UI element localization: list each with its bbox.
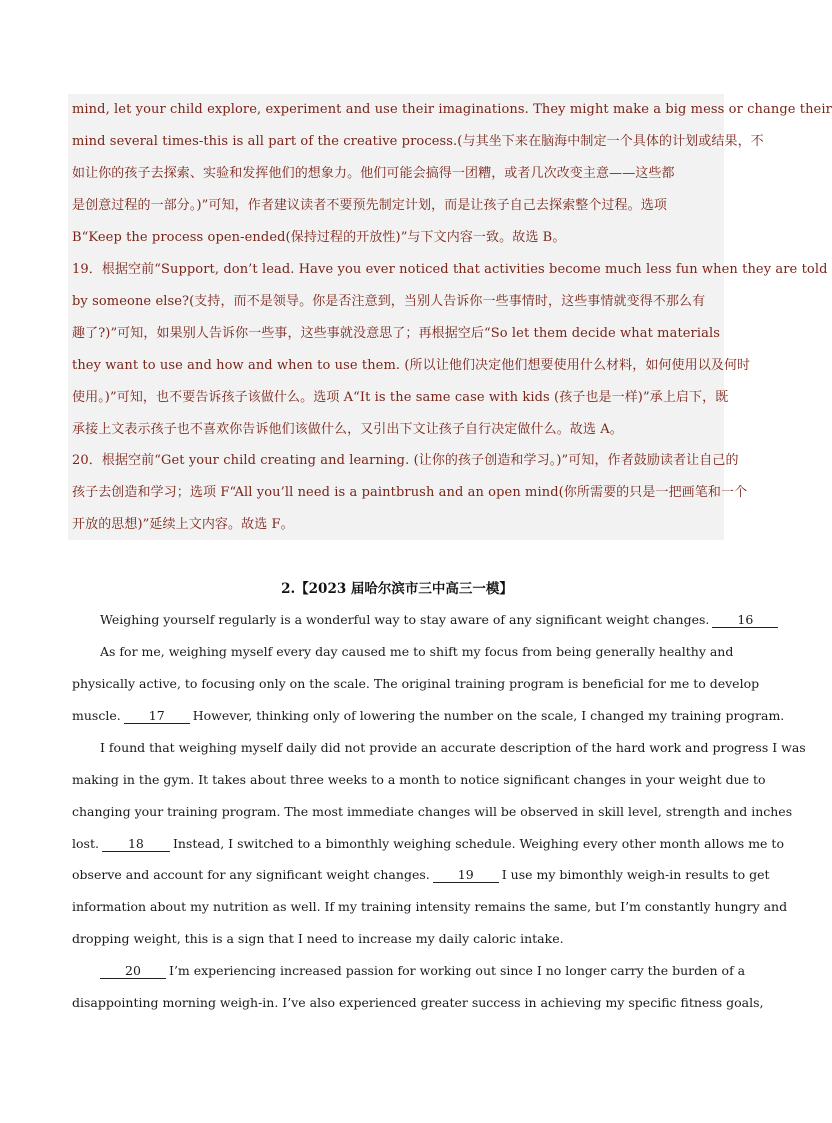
- blank-18[interactable]: 18: [102, 836, 170, 852]
- answer-explanation-box: [68, 94, 832, 540]
- passage-line: [72, 835, 784, 853]
- passage-line: I found that weighing myself daily did not provide an accurate description of the hard work and progress I was: [100, 740, 806, 755]
- passage-line: disappointing morning weigh-in. I’ve also experienced greater success in achieving my specific fitness goals,: [72, 995, 764, 1010]
- answer-line: 承接上文表示孩子也不喜欢你告诉他们该做什么，又引出下文让孩子自行决定做什么。故选 A。: [72, 422, 623, 437]
- passage-text: Weighing yourself regularly is a wonderful way to stay aware of any significant weight changes.: [100, 612, 710, 627]
- passage-text: However, thinking only of lowering the number on the scale, I changed my training program.: [192, 708, 785, 723]
- passage-line: [100, 962, 760, 980]
- passage-text: I’m experiencing increased passion for working out since I no longer carry the burden of a: [169, 963, 746, 978]
- answer-line: 开放的思想)”延续上文内容。故选 F。: [72, 517, 294, 532]
- passage-text: I use my bimonthly weigh-in results to get: [501, 867, 770, 882]
- answer-line: mind, let your child explore, experiment and use their imaginations. They might make a big mess or change their: [72, 102, 832, 117]
- passage-text: muscle.: [72, 708, 121, 723]
- blank-17[interactable]: 17: [124, 708, 190, 724]
- answer-line: they want to use and how and when to use them. (所以让他们决定他们想要使用什么材料，如何使用以及何时: [72, 358, 751, 373]
- passage-line: changing your training program. The most immediate changes will be observed in skill level, strength and inches: [72, 804, 793, 819]
- answer-line: 孩子去创造和学习；选项 F“All you’ll need is a paintbrush and an open mind(你所需要的只是一把画笔和一个: [72, 485, 748, 500]
- answer-line: by someone else?(支持，而不是领导。你是否注意到，当别人告诉你一些事情时，这些事情就变得不那么有: [72, 294, 706, 309]
- question-heading: 2.【2023 届哈尔滨市三中高三一模】: [281, 581, 513, 597]
- passage-line: dropping weight, this is a sign that I need to increase my daily caloric intake.: [72, 931, 564, 946]
- passage-line: making in the gym. It takes about three weeks to a month to notice significant changes in your weight due to: [72, 772, 766, 787]
- blank-16[interactable]: 16: [712, 612, 778, 628]
- passage-text: lost.: [72, 836, 99, 851]
- passage-line: information about my nutrition as well. If my training intensity remains the same, but I’m constantly hungry and: [72, 899, 788, 914]
- answer-line: 趣了?)”可知，如果别人告诉你一些事，这些事就没意思了；再根据空后“So let them decide what materials: [72, 326, 721, 341]
- answer-line: 是创意过程的一部分。)”可知，作者建议读者不要预先制定计划，而是让孩子自己去探索整个过程。选项: [72, 198, 667, 213]
- answer-line: 如让你的孩子去探索、实验和发挥他们的想象力。他们可能会搞得一团糟，或者几次改变主意——这些都: [72, 166, 675, 181]
- blank-19[interactable]: 19: [433, 867, 499, 883]
- passage-line: As for me, weighing myself every day caused me to shift my focus from being generally healthy and: [100, 644, 734, 659]
- answer-line: 19．根据空前“Support, don’t lead. Have you ever noticed that activities become much less fun when they are told: [72, 262, 828, 277]
- passage-line: physically active, to focusing only on the scale. The original training program is beneficial for me to develop: [72, 676, 760, 691]
- answer-line: 20．根据空前“Get your child creating and learning. (让你的孩子创造和学习。)”可知，作者鼓励读者让自己的: [72, 453, 739, 468]
- answer-line: mind several times-this is all part of the creative process.(与其坐下来在脑海中制定一个具体的计划或结果，不: [72, 134, 764, 149]
- answer-line: B“Keep the process open-ended(保持过程的开放性)”与下文内容一致。故选 B。: [72, 230, 566, 245]
- blank-20[interactable]: 20: [100, 963, 166, 979]
- passage-line: [100, 611, 760, 629]
- passage-line: [72, 707, 785, 725]
- passage-line: [72, 866, 770, 884]
- passage-text: Instead, I switched to a bimonthly weighing schedule. Weighing every other month allows me to: [172, 836, 784, 851]
- answer-line: 使用。)”可知，也不要告诉孩子该做什么。选项 A“It is the same case with kids (孩子也是一样)”承上启下，既: [72, 390, 729, 405]
- passage-text: observe and account for any significant weight changes.: [72, 867, 430, 882]
